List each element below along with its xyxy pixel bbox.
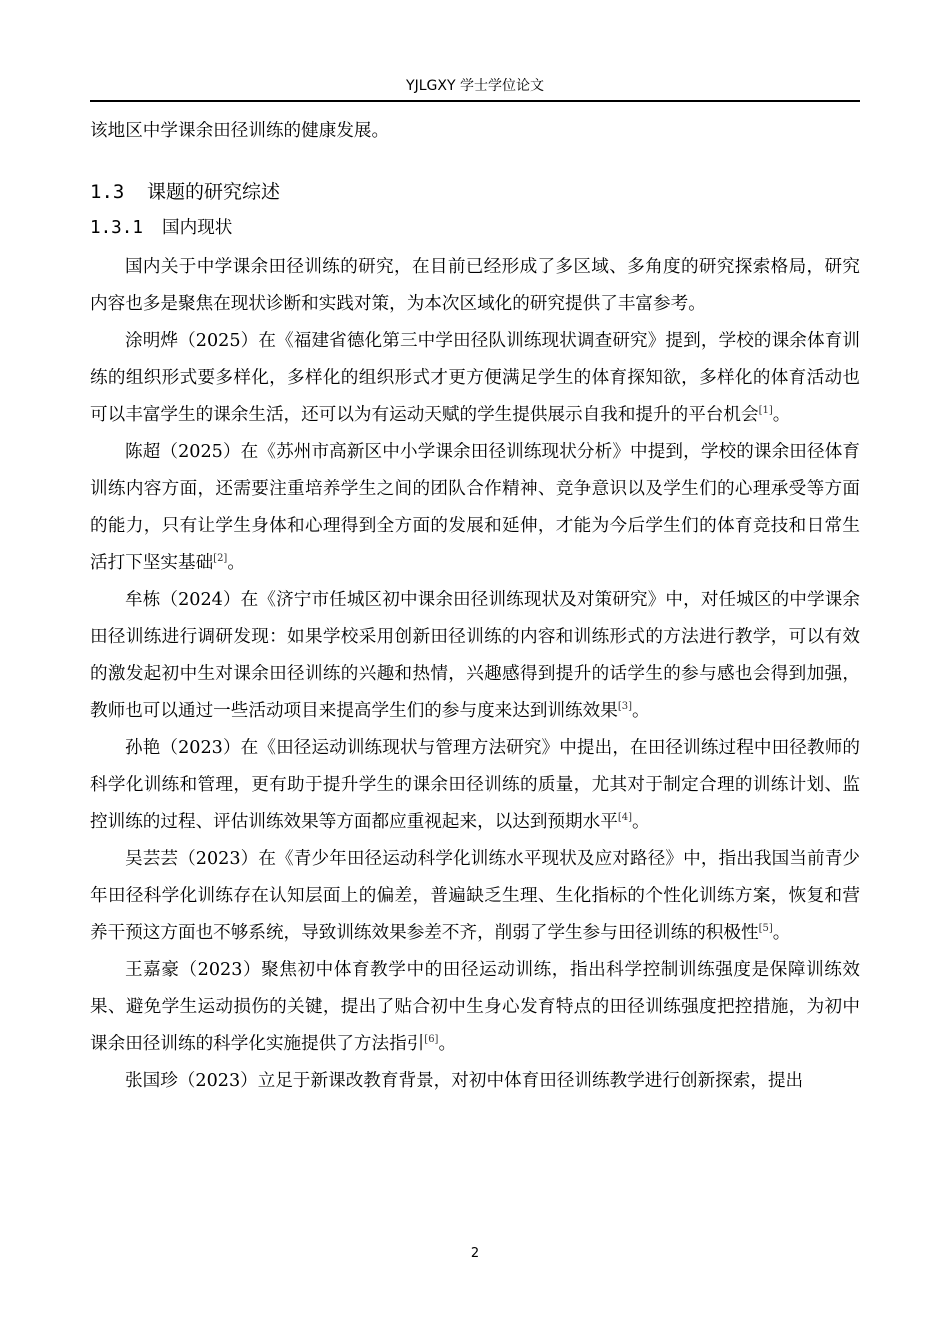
header-rule: [90, 100, 860, 102]
section-number: 1.3: [90, 181, 125, 203]
subsection-number: 1.3.1: [90, 218, 143, 238]
citation-ref: [5]: [758, 923, 773, 934]
citation-ref: [2]: [213, 553, 228, 564]
paragraph: 牟栋（2024）在《济宁市任城区初中课余田径训练现状及对策研究》中，对任城区的中学课余田径训练进行调研发现：如果学校采用创新田径训练的内容和训练形式的方法进行教学，可以有效的激发起初中生对课余田径训练的兴趣和热情，兴趣感得到提升的话学生的参与感也会得到加强，教师也可以通过一些活动项目来提高学生们的参与度来达到训练效果[3]。: [90, 590, 860, 721]
paragraph: 陈超（2025）在《苏州市高新区中小学课余田径训练现状分析》中提到，学校的课余田径体育训练内容方面，还需要注重培养学生之间的团队合作精神、竞争意识以及学生们的心理承受等方面的能力，只有让学生身体和心理得到全方面的发展和延伸，才能为今后学生们的体育竞技和日常生活打下坚实基础[2]。: [90, 442, 860, 573]
citation-ref: [3]: [617, 701, 632, 712]
section-heading: [90, 177, 860, 207]
paragraph: 张国珍（2023）立足于新课改教育背景，对初中体育田径训练教学进行创新探索，提出: [125, 1071, 804, 1091]
paragraph: 孙艳（2023）在《田径运动训练现状与管理方法研究》中提出，在田径训练过程中田径教师的科学化训练和管理，更有助于提升学生的课余田径训练的质量，尤其对于制定合理的训练计划、监控训练的过程、评估训练效果等方面都应重视起来，以达到预期水平[4]。: [90, 738, 860, 832]
page-number: 2: [470, 1246, 480, 1261]
citation-ref: [4]: [617, 812, 632, 823]
paragraph: 涂明烨（2025）在《福建省德化第三中学田径队训练现状调查研究》提到，学校的课余体育训练的组织形式要多样化，多样化的组织形式才更方便满足学生的体育探知欲，多样化的体育活动也可以丰富学生的课余生活，还可以为有运动天赋的学生提供展示自我和提升的平台机会[1]。: [90, 331, 860, 425]
running-header: YJLGXY 学士学位论文: [406, 78, 544, 94]
continuation-paragraph: 该地区中学课余田径训练的健康发展。: [90, 121, 390, 141]
paragraph: 吴芸芸（2023）在《青少年田径运动科学化训练水平现状及应对路径》中，指出我国当前青少年田径科学化训练存在认知层面上的偏差，普遍缺乏生理、生化指标的个性化训练方案，恢复和营养干预这方面也不够系统，导致训练效果参差不齐，削弱了学生参与田径训练的积极性[5]。: [90, 849, 860, 943]
citation-ref: [1]: [758, 405, 773, 416]
section-title: 课题的研究综述: [147, 181, 281, 203]
subsection-title: 国内现状: [162, 218, 233, 238]
citation-ref: [6]: [424, 1034, 439, 1045]
page-body: [90, 113, 860, 1100]
subsection-heading: [90, 213, 860, 243]
paragraph: 国内关于中学课余田径训练的研究，在目前已经形成了多区域、多角度的研究探索格局，研究内容也多是聚焦在现状诊断和实践对策，为本次区域化的研究提供了丰富参考。: [90, 257, 860, 314]
paragraph: 王嘉豪（2023）聚焦初中体育教学中的田径运动训练，指出科学控制训练强度是保障训练效果、避免学生运动损伤的关键，提出了贴合初中生身心发育特点的田径训练强度把控措施，为初中课余田径训练的科学化实施提供了方法指引[6]。: [90, 960, 860, 1054]
